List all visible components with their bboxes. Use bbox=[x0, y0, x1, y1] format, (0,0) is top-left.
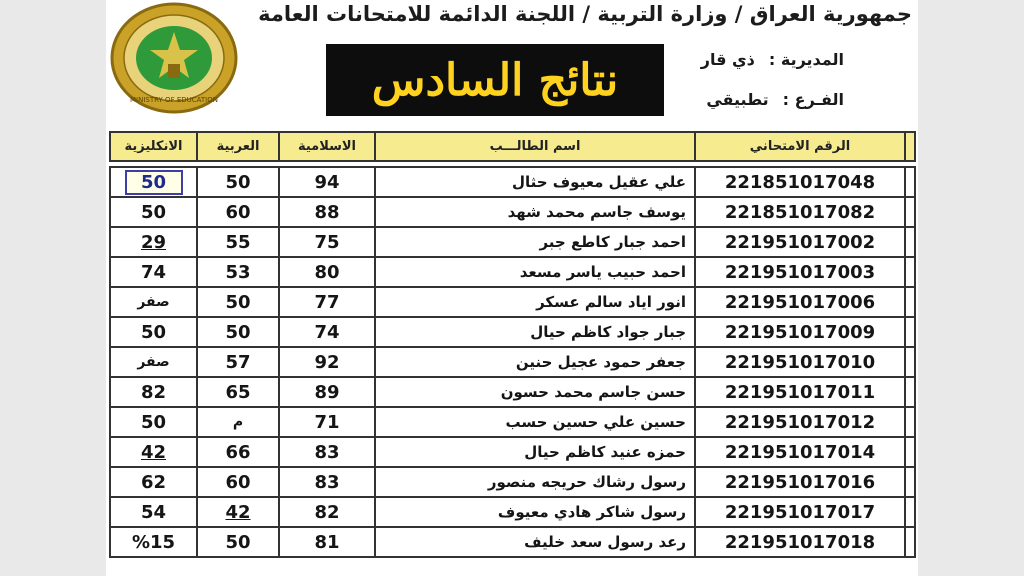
student-name-cell: احمد جبار كاطع جبر bbox=[375, 227, 695, 257]
english-grade-cell: 50 bbox=[110, 407, 197, 437]
student-name-cell: احمد حبيب ياسر مسعد bbox=[375, 257, 695, 287]
english-grade-cell: 74 bbox=[110, 257, 197, 287]
english-grade-cell: 62 bbox=[110, 467, 197, 497]
student-name-cell: رسول رشاك حريجه منصور bbox=[375, 467, 695, 497]
student-name-cell: رسول شاكر هادي معيوف bbox=[375, 497, 695, 527]
islamic-grade-cell: 80 bbox=[279, 257, 375, 287]
svg-text:MINISTRY OF EDUCATION: MINISTRY OF EDUCATION bbox=[130, 96, 218, 104]
exam-number-cell: 221951017016 bbox=[695, 467, 905, 497]
table-row bbox=[110, 227, 915, 257]
arabic-grade-cell: 53 bbox=[197, 257, 279, 287]
islamic-grade-cell: 81 bbox=[279, 527, 375, 557]
table-row bbox=[110, 287, 915, 317]
arabic-grade-cell: 57 bbox=[197, 347, 279, 377]
islamic-grade-cell: 77 bbox=[279, 287, 375, 317]
results-document bbox=[106, 0, 918, 576]
ministry-header: جمهورية العراق / وزارة التربية / اللجنة الدائمة للامتحانات العامة bbox=[258, 2, 912, 26]
table-row bbox=[110, 347, 915, 377]
english-grade-cell: 50 bbox=[110, 197, 197, 227]
table-row bbox=[110, 377, 915, 407]
student-name-cell: جعفر حمود عجيل حنين bbox=[375, 347, 695, 377]
exam-number-cell: 221951017009 bbox=[695, 317, 905, 347]
english-grade-cell: 54 bbox=[110, 497, 197, 527]
exam-number-cell: 221951017017 bbox=[695, 497, 905, 527]
arabic-grade-cell bbox=[197, 497, 279, 527]
islamic-grade-cell: 94 bbox=[279, 167, 375, 197]
exam-number-cell: 221951017010 bbox=[695, 347, 905, 377]
exam-number-cell: 221851017082 bbox=[695, 197, 905, 227]
exam-number-cell: 221951017018 bbox=[695, 527, 905, 557]
exam-number-cell: 221951017012 bbox=[695, 407, 905, 437]
english-grade-cell: 50 bbox=[110, 317, 197, 347]
exam-number-cell: 221951017014 bbox=[695, 437, 905, 467]
table-row bbox=[110, 317, 915, 347]
table-row bbox=[110, 497, 915, 527]
page-title: نتائج السادس bbox=[371, 54, 619, 106]
arabic-grade-cell: 50 bbox=[197, 287, 279, 317]
directorate-value: ذي قار bbox=[700, 50, 755, 69]
student-name-cell: علي عقيل معيوف حثال bbox=[375, 167, 695, 197]
column-header-arabic: العربية bbox=[197, 132, 279, 161]
english-grade-cell bbox=[110, 437, 197, 467]
results-table bbox=[109, 131, 916, 558]
exam-number-cell: 221951017011 bbox=[695, 377, 905, 407]
column-header-name: اسم الطالـــب bbox=[375, 132, 695, 161]
islamic-grade-cell: 74 bbox=[279, 317, 375, 347]
islamic-grade-cell: 75 bbox=[279, 227, 375, 257]
branch-info bbox=[694, 90, 844, 109]
failing-grade: 42 bbox=[225, 501, 251, 523]
branch-value: تطبيقي bbox=[706, 90, 769, 109]
failing-grade: 42 bbox=[140, 441, 167, 463]
arabic-grade-cell: 50 bbox=[197, 167, 279, 197]
table-header-row bbox=[110, 132, 915, 161]
arabic-grade-cell: 66 bbox=[197, 437, 279, 467]
student-name-cell: جبار جواد كاظم حيال bbox=[375, 317, 695, 347]
arabic-grade-cell: 60 bbox=[197, 197, 279, 227]
arabic-grade-cell: م bbox=[197, 407, 279, 437]
english-grade-cell: 82 bbox=[110, 377, 197, 407]
exam-number-cell: 221851017048 bbox=[695, 167, 905, 197]
islamic-grade-cell: 92 bbox=[279, 347, 375, 377]
exam-number-cell: 221951017003 bbox=[695, 257, 905, 287]
directorate-info bbox=[694, 50, 844, 69]
title-banner bbox=[326, 44, 664, 116]
table-row bbox=[110, 257, 915, 287]
directorate-label: المديرية : bbox=[768, 50, 844, 69]
english-grade-cell: صفر bbox=[110, 287, 197, 317]
student-name-cell: انور اياد سالم عسكر bbox=[375, 287, 695, 317]
islamic-grade-cell: 83 bbox=[279, 437, 375, 467]
arabic-grade-cell: 60 bbox=[197, 467, 279, 497]
column-header-english: الانكليزية bbox=[110, 132, 197, 161]
edge-column-header bbox=[905, 132, 915, 161]
column-header-exam-no: الرقم الامتحاني bbox=[695, 132, 905, 161]
selected-cell-value[interactable]: 50 bbox=[125, 170, 183, 195]
failing-grade: 29 bbox=[140, 231, 167, 253]
english-grade-cell: %15 bbox=[110, 527, 197, 557]
islamic-grade-cell: 88 bbox=[279, 197, 375, 227]
table-row bbox=[110, 437, 915, 467]
islamic-grade-cell: 71 bbox=[279, 407, 375, 437]
student-name-cell: حمزه عنيد كاظم حيال bbox=[375, 437, 695, 467]
english-grade-cell bbox=[110, 227, 197, 257]
table-row bbox=[110, 167, 915, 197]
exam-number-cell: 221951017002 bbox=[695, 227, 905, 257]
english-grade-cell[interactable] bbox=[110, 167, 197, 197]
arabic-grade-cell: 65 bbox=[197, 377, 279, 407]
islamic-grade-cell: 89 bbox=[279, 377, 375, 407]
table-row bbox=[110, 197, 915, 227]
column-header-islamic: الاسلامية bbox=[279, 132, 375, 161]
arabic-grade-cell: 50 bbox=[197, 527, 279, 557]
islamic-grade-cell: 82 bbox=[279, 497, 375, 527]
student-name-cell: حسن جاسم محمد حسون bbox=[375, 377, 695, 407]
student-name-cell: حسين علي حسين حسب bbox=[375, 407, 695, 437]
ministry-seal-icon bbox=[108, 2, 240, 114]
table-row bbox=[110, 467, 915, 497]
exam-number-cell: 221951017006 bbox=[695, 287, 905, 317]
islamic-grade-cell: 83 bbox=[279, 467, 375, 497]
table-row bbox=[110, 407, 915, 437]
student-name-cell: يوسف جاسم محمد شهد bbox=[375, 197, 695, 227]
student-name-cell: رعد رسول سعد خليف bbox=[375, 527, 695, 557]
english-grade-cell: صفر bbox=[110, 347, 197, 377]
arabic-grade-cell: 55 bbox=[197, 227, 279, 257]
branch-label: الفـرع : bbox=[782, 90, 844, 109]
arabic-grade-cell: 50 bbox=[197, 317, 279, 347]
table-row bbox=[110, 527, 915, 557]
